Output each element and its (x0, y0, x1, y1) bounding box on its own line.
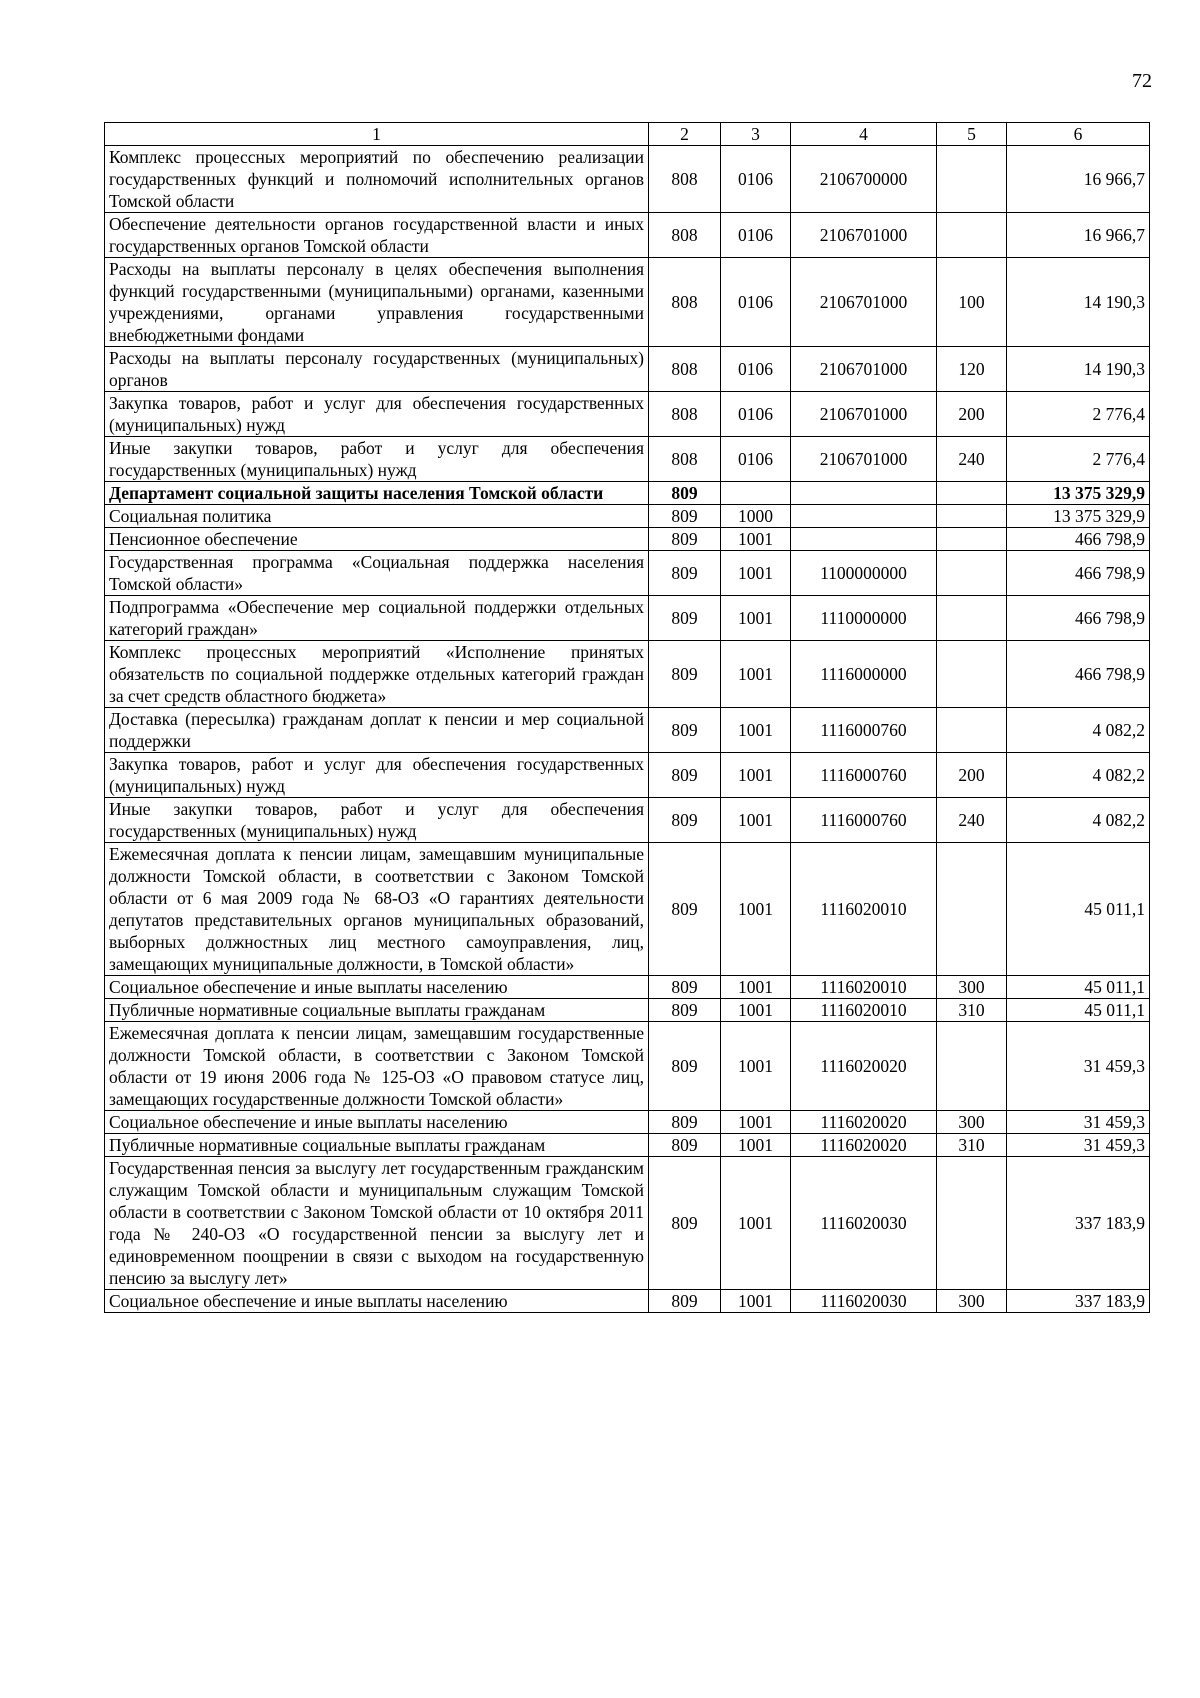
row-name: Социальное обеспечение и иные выплаты населению (105, 1111, 649, 1134)
row-target-code: 1116000760 (791, 708, 937, 753)
table-row (105, 798, 1150, 843)
table-row (105, 976, 1150, 999)
row-expense-type-code: 300 (937, 1290, 1007, 1313)
row-name: Ежемесячная доплата к пенсии лицам, замещавшим государственные должности Томской области, в соответствии с Законом Томской области от 19 июня 2006 года № 125-ОЗ «О правовом статусе лиц, замещающих государственные должности Томской области» (105, 1022, 649, 1111)
row-section-code: 1001 (721, 1022, 791, 1111)
row-target-code: 1116020020 (791, 1134, 937, 1157)
row-section-code: 1001 (721, 528, 791, 551)
row-target-code (791, 482, 937, 505)
row-expense-type-code (937, 708, 1007, 753)
row-name: Ежемесячная доплата к пенсии лицам, замещавшим муниципальные должности Томской области, в соответствии с Законом Томской области от 6 мая 2009 года № 68-ОЗ «О гарантиях деятельности депутатов представительных органов муниципальных образований, выборных должностных лиц местного самоуправления, лиц, замещающих муниципальные должности, в Томской области» (105, 843, 649, 976)
row-expense-type-code: 200 (937, 392, 1007, 437)
row-target-code (791, 528, 937, 551)
row-amount: 45 011,1 (1007, 976, 1150, 999)
table-row (105, 596, 1150, 641)
table-row (105, 392, 1150, 437)
row-grbs-code: 809 (649, 1111, 721, 1134)
column-header-3: 3 (721, 123, 791, 146)
table-row (105, 347, 1150, 392)
row-section-code: 1001 (721, 596, 791, 641)
row-grbs-code: 808 (649, 258, 721, 347)
row-amount: 466 798,9 (1007, 641, 1150, 708)
table-row (105, 641, 1150, 708)
row-expense-type-code (937, 596, 1007, 641)
row-name: Расходы на выплаты персоналу государственных (муниципальных) органов (105, 347, 649, 392)
row-target-code: 2106701000 (791, 213, 937, 258)
table-row (105, 1111, 1150, 1134)
row-grbs-code: 809 (649, 753, 721, 798)
row-amount: 337 183,9 (1007, 1157, 1150, 1290)
row-target-code: 2106701000 (791, 437, 937, 482)
row-section-code: 1001 (721, 1290, 791, 1313)
row-section-code (721, 482, 791, 505)
row-expense-type-code: 310 (937, 1134, 1007, 1157)
row-expense-type-code (937, 641, 1007, 708)
row-expense-type-code (937, 146, 1007, 213)
row-target-code: 2106701000 (791, 347, 937, 392)
row-grbs-code: 808 (649, 213, 721, 258)
table-row (105, 146, 1150, 213)
row-grbs-code: 808 (649, 437, 721, 482)
row-section-code: 1001 (721, 753, 791, 798)
row-section-code: 0106 (721, 437, 791, 482)
row-amount: 466 798,9 (1007, 528, 1150, 551)
row-expense-type-code: 310 (937, 999, 1007, 1022)
row-target-code: 2106701000 (791, 392, 937, 437)
row-amount: 337 183,9 (1007, 1290, 1150, 1313)
row-amount: 45 011,1 (1007, 843, 1150, 976)
row-target-code: 1116000760 (791, 753, 937, 798)
row-name: Департамент социальной защиты населения Томской области (105, 482, 649, 505)
row-name: Пенсионное обеспечение (105, 528, 649, 551)
row-target-code: 1100000000 (791, 551, 937, 596)
row-section-code: 1001 (721, 1134, 791, 1157)
row-amount: 2 776,4 (1007, 437, 1150, 482)
row-section-code: 1001 (721, 976, 791, 999)
row-grbs-code: 808 (649, 146, 721, 213)
row-expense-type-code: 200 (937, 753, 1007, 798)
table-row (105, 1022, 1150, 1111)
row-expense-type-code: 100 (937, 258, 1007, 347)
row-name: Публичные нормативные социальные выплаты гражданам (105, 999, 649, 1022)
row-amount: 16 966,7 (1007, 213, 1150, 258)
row-amount: 13 375 329,9 (1007, 482, 1150, 505)
row-section-code: 1001 (721, 1157, 791, 1290)
row-grbs-code: 809 (649, 708, 721, 753)
row-amount: 45 011,1 (1007, 999, 1150, 1022)
row-expense-type-code: 300 (937, 1111, 1007, 1134)
row-amount: 16 966,7 (1007, 146, 1150, 213)
row-section-code: 0106 (721, 213, 791, 258)
row-target-code: 2106701000 (791, 258, 937, 347)
row-name: Социальное обеспечение и иные выплаты населению (105, 1290, 649, 1313)
row-amount: 31 459,3 (1007, 1111, 1150, 1134)
row-expense-type-code (937, 482, 1007, 505)
row-grbs-code: 808 (649, 392, 721, 437)
table-row (105, 528, 1150, 551)
table-row (105, 258, 1150, 347)
row-amount: 2 776,4 (1007, 392, 1150, 437)
row-amount: 466 798,9 (1007, 551, 1150, 596)
row-name: Закупка товаров, работ и услуг для обеспечения государственных (муниципальных) нужд (105, 753, 649, 798)
table-row (105, 482, 1150, 505)
column-header-2: 2 (649, 123, 721, 146)
row-amount: 4 082,2 (1007, 798, 1150, 843)
row-amount: 31 459,3 (1007, 1134, 1150, 1157)
row-section-code: 1001 (721, 641, 791, 708)
row-grbs-code: 809 (649, 843, 721, 976)
table-row (105, 213, 1150, 258)
row-amount: 31 459,3 (1007, 1022, 1150, 1111)
row-section-code: 0106 (721, 146, 791, 213)
table-row (105, 843, 1150, 976)
row-grbs-code: 808 (649, 347, 721, 392)
row-name: Социальная политика (105, 505, 649, 528)
row-target-code: 1116020010 (791, 999, 937, 1022)
table-row (105, 1134, 1150, 1157)
table-row (105, 753, 1150, 798)
row-target-code: 1116000000 (791, 641, 937, 708)
row-target-code: 1116020030 (791, 1290, 937, 1313)
page-number: 72 (1132, 70, 1152, 92)
row-section-code: 1001 (721, 1111, 791, 1134)
row-target-code: 1116020030 (791, 1157, 937, 1290)
table-row (105, 999, 1150, 1022)
row-grbs-code: 809 (649, 528, 721, 551)
row-target-code (791, 505, 937, 528)
row-grbs-code: 809 (649, 596, 721, 641)
row-name: Публичные нормативные социальные выплаты гражданам (105, 1134, 649, 1157)
column-header-4: 4 (791, 123, 937, 146)
row-target-code: 1116000760 (791, 798, 937, 843)
row-amount: 14 190,3 (1007, 347, 1150, 392)
row-section-code: 0106 (721, 347, 791, 392)
row-amount: 4 082,2 (1007, 753, 1150, 798)
row-section-code: 1001 (721, 843, 791, 976)
row-section-code: 1001 (721, 551, 791, 596)
row-name: Государственная программа «Социальная поддержка населения Томской области» (105, 551, 649, 596)
row-section-code: 0106 (721, 258, 791, 347)
row-target-code: 2106700000 (791, 146, 937, 213)
table-row (105, 551, 1150, 596)
row-target-code: 1116020010 (791, 843, 937, 976)
row-name: Доставка (пересылка) гражданам доплат к пенсии и мер социальной поддержки (105, 708, 649, 753)
row-section-code: 0106 (721, 392, 791, 437)
row-expense-type-code (937, 1157, 1007, 1290)
table-row (105, 1290, 1150, 1313)
row-expense-type-code (937, 528, 1007, 551)
row-grbs-code: 809 (649, 482, 721, 505)
row-name: Обеспечение деятельности органов государственной власти и иных государственных органов Томской области (105, 213, 649, 258)
row-grbs-code: 809 (649, 976, 721, 999)
table-header-row (105, 123, 1150, 146)
row-section-code: 1001 (721, 798, 791, 843)
row-expense-type-code (937, 505, 1007, 528)
row-name: Иные закупки товаров, работ и услуг для обеспечения государственных (муниципальных) нужд (105, 798, 649, 843)
row-grbs-code: 809 (649, 1022, 721, 1111)
row-section-code: 1001 (721, 999, 791, 1022)
row-expense-type-code: 120 (937, 347, 1007, 392)
row-target-code: 1116020020 (791, 1022, 937, 1111)
row-grbs-code: 809 (649, 505, 721, 528)
table-row (105, 505, 1150, 528)
row-expense-type-code (937, 213, 1007, 258)
row-name: Комплекс процессных мероприятий «Исполнение принятых обязательств по социальной поддержке отдельных категорий граждан за счет средств областного бюджета» (105, 641, 649, 708)
row-expense-type-code (937, 551, 1007, 596)
row-target-code: 1110000000 (791, 596, 937, 641)
row-name: Государственная пенсия за выслугу лет государственным гражданским служащим Томской области и муниципальным служащим Томской области в соответствии с Законом Томской области от 10 октября 2011 года № 240-ОЗ «О государственной пенсии за выслугу лет и единовременном поощрении в связи с выходом на государственную пенсию за выслугу лет» (105, 1157, 649, 1290)
row-name: Иные закупки товаров, работ и услуг для обеспечения государственных (муниципальных) нужд (105, 437, 649, 482)
row-target-code: 1116020010 (791, 976, 937, 999)
row-grbs-code: 809 (649, 1157, 721, 1290)
row-amount: 14 190,3 (1007, 258, 1150, 347)
row-expense-type-code (937, 1022, 1007, 1111)
table-body (105, 146, 1150, 1313)
row-amount: 4 082,2 (1007, 708, 1150, 753)
column-header-6: 6 (1007, 123, 1150, 146)
budget-table (104, 122, 1150, 1313)
row-grbs-code: 809 (649, 641, 721, 708)
row-expense-type-code: 240 (937, 798, 1007, 843)
row-expense-type-code: 240 (937, 437, 1007, 482)
table-row (105, 1157, 1150, 1290)
row-expense-type-code (937, 843, 1007, 976)
row-name: Расходы на выплаты персоналу в целях обеспечения выполнения функций государственными (муниципальными) органами, казенными учреждениями, органами управления государственными внебюджетными фондами (105, 258, 649, 347)
row-grbs-code: 809 (649, 999, 721, 1022)
row-name: Комплекс процессных мероприятий по обеспечению реализации государственных функций и полномочий исполнительных органов Томской области (105, 146, 649, 213)
row-section-code: 1000 (721, 505, 791, 528)
row-section-code: 1001 (721, 708, 791, 753)
column-header-1: 1 (105, 123, 649, 146)
row-amount: 13 375 329,9 (1007, 505, 1150, 528)
row-expense-type-code: 300 (937, 976, 1007, 999)
row-name: Закупка товаров, работ и услуг для обеспечения государственных (муниципальных) нужд (105, 392, 649, 437)
row-grbs-code: 809 (649, 798, 721, 843)
row-name: Социальное обеспечение и иные выплаты населению (105, 976, 649, 999)
table-row (105, 708, 1150, 753)
row-grbs-code: 809 (649, 551, 721, 596)
row-grbs-code: 809 (649, 1134, 721, 1157)
table-row (105, 437, 1150, 482)
row-target-code: 1116020020 (791, 1111, 937, 1134)
row-amount: 466 798,9 (1007, 596, 1150, 641)
row-name: Подпрограмма «Обеспечение мер социальной поддержки отдельных категорий граждан» (105, 596, 649, 641)
row-grbs-code: 809 (649, 1290, 721, 1313)
column-header-5: 5 (937, 123, 1007, 146)
